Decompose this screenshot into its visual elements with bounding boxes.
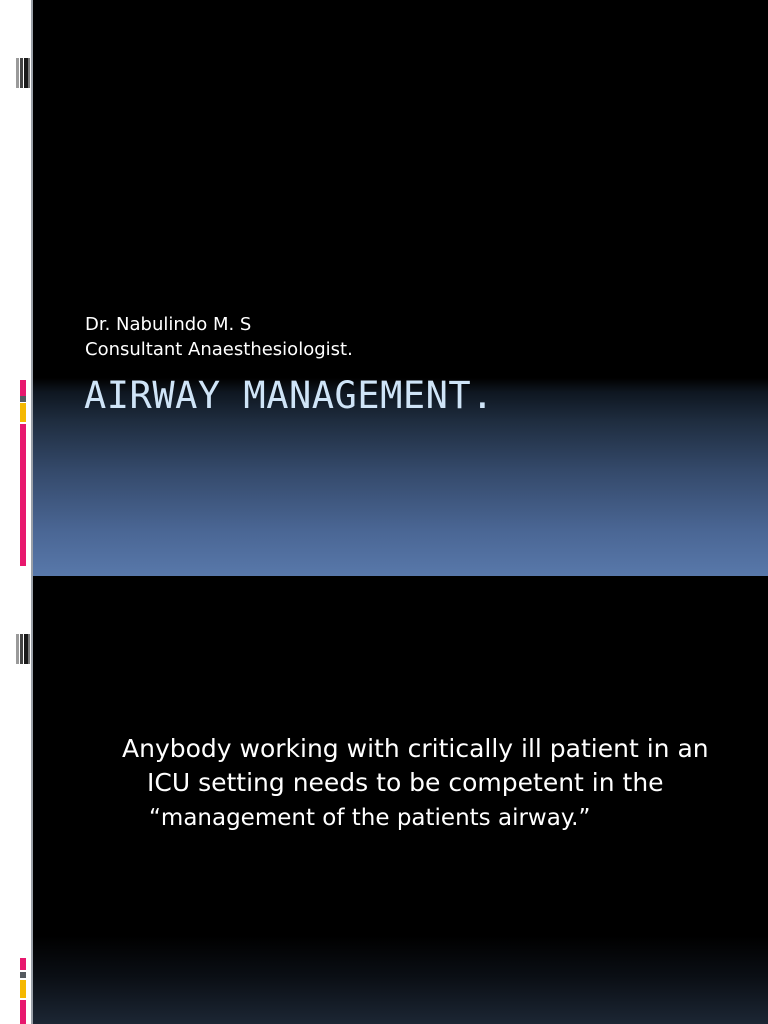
accent-pink-top [20, 958, 26, 970]
presenter-info [85, 312, 353, 362]
left-divider [31, 0, 33, 576]
presenter-role: Consultant Anaesthesiologist. [85, 339, 353, 360]
content-slide [0, 576, 768, 1024]
slide-body [122, 732, 722, 834]
accent-yellow [20, 403, 26, 422]
slide-background [33, 0, 768, 576]
accent-pink-long [20, 424, 26, 566]
accent-yellow [20, 980, 26, 998]
accent-pink-long [20, 1000, 26, 1024]
presenter-name: Dr. Nabulindo M. S [85, 314, 252, 335]
accent-gray [20, 972, 26, 978]
accent-gray [20, 396, 26, 402]
slide-title: AIRWAY MANAGEMENT. [84, 374, 494, 417]
accent-pink-top [20, 380, 26, 396]
left-divider [31, 576, 33, 1024]
body-quote: “management of the patients airway.” [149, 805, 591, 831]
body-paragraph: Anybody working with critically ill patient in an ICU setting needs to be competent in the [122, 734, 709, 797]
